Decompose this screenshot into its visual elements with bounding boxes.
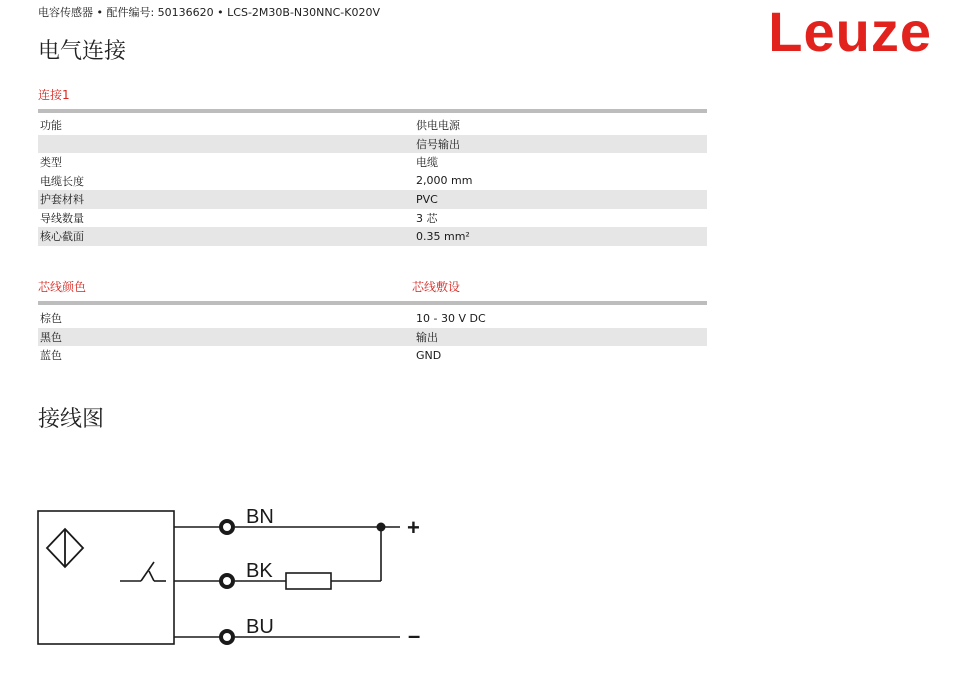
plus-label: + [407,515,420,540]
page-title: 电气连接 [38,39,127,64]
bn-label: BN [246,506,274,528]
row-label: 电缆长度 [40,174,84,188]
sensor-box [38,511,174,644]
connection-title: 连接1 [38,88,70,102]
row-value: PVC [414,190,707,209]
bn-terminal [221,521,233,533]
wire-assignment-title: 芯线敷设 [412,280,461,294]
minus-label: – [408,623,421,648]
row-label: 核心截面 [38,227,414,246]
row-value: 10 - 30 V DC [416,311,486,325]
document-header-line: 电容传感器 • 配件编号: 50136620 • LCS-2M30B-N30NNC-K020V [38,6,380,19]
row-label: 导线数量 [40,211,84,225]
row-value: 输出 [414,328,707,347]
row-value: GND [416,348,442,362]
row-label: 棕色 [40,312,62,326]
switch-symbol [120,562,166,581]
junction-dot [377,523,386,532]
bu-terminal [221,631,233,643]
row-value: 信号输出 [414,135,707,154]
row-label: 护套材料 [38,190,414,209]
wiring-diagram-title: 接线图 [38,407,105,432]
row-value: 电缆 [416,156,438,170]
wire-color-title: 芯线颜色 [38,280,87,294]
row-value: 2,000 mm [416,174,473,188]
load-resistor [286,573,331,589]
row-label: 蓝色 [40,349,62,363]
bu-label: BU [246,616,274,638]
row-label: 类型 [40,156,62,170]
row-label: 黑色 [38,328,414,347]
row-label: 功能 [40,119,62,133]
row-value: 3 芯 [416,211,438,225]
brand-logo: Leuze [768,0,932,63]
row-value: 供电电源 [416,119,460,133]
bk-label: BK [246,560,273,582]
bk-terminal [221,575,233,587]
row-value: 0.35 mm² [414,227,707,246]
